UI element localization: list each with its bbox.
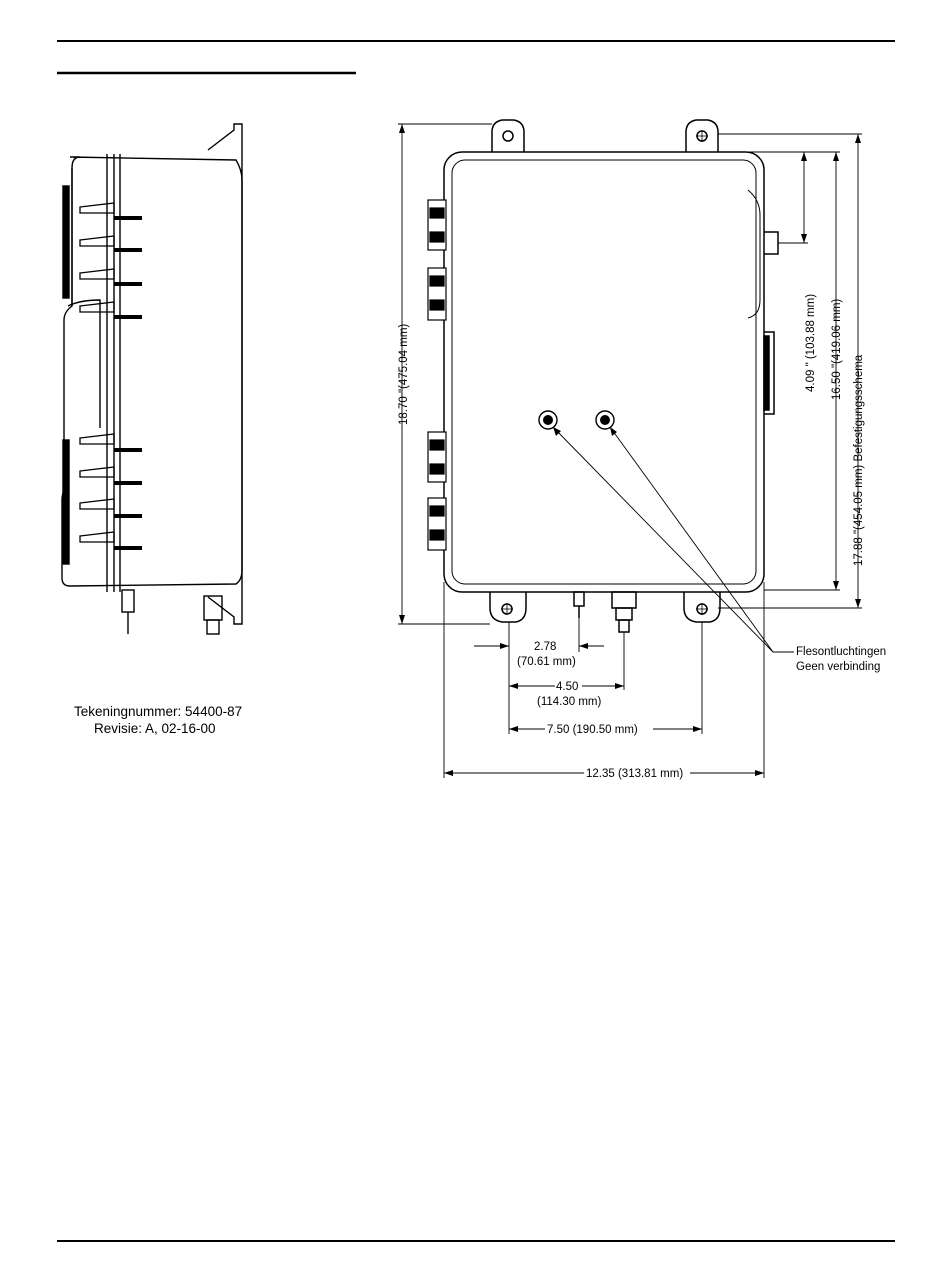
bottom-fitting-small xyxy=(574,592,584,606)
vent-plugs xyxy=(539,411,614,429)
lid-edge-upper xyxy=(748,190,760,318)
callout-line-1: Flesontluchtingen xyxy=(796,646,887,658)
dimension-lines xyxy=(398,124,862,778)
side-fitting-left xyxy=(122,590,134,612)
leader-left-arrow xyxy=(553,427,561,436)
front-clamp xyxy=(428,200,446,250)
right-latch-housing xyxy=(764,232,778,254)
side-gasket-top xyxy=(63,186,69,298)
side-view xyxy=(62,124,242,634)
vent-plug-left-core xyxy=(543,415,553,425)
side-latch xyxy=(80,269,142,284)
dim-fitting-offset-mm: (70.61 mm) xyxy=(517,656,576,668)
vent-plug-right-core xyxy=(600,415,610,425)
drawing-number-label: Tekeningnummer: 54400-87 xyxy=(74,704,243,719)
callout-line-2: Geen verbinding xyxy=(796,661,881,673)
side-flange xyxy=(208,124,242,624)
front-clamp xyxy=(428,498,446,550)
mount-tab-bottom-left xyxy=(490,592,526,622)
revision-label: Revisie: A, 02-16-00 xyxy=(94,721,216,736)
dimension-arrows xyxy=(399,124,861,776)
callout-leaders xyxy=(553,427,794,652)
dim-tab-offset: 4.09 " (103.88 mm) xyxy=(805,293,817,392)
dim-height-total: 18.70 "(475.04 mm) xyxy=(398,323,410,425)
mount-tab-top-left xyxy=(492,120,524,152)
dim-width-total: 12.35 (313.81 mm) xyxy=(586,768,684,780)
front-clamp xyxy=(428,268,446,320)
side-fitting-right-tip xyxy=(207,620,219,634)
leader-right xyxy=(610,427,773,652)
enclosure-inner-outline xyxy=(452,160,756,584)
front-clamp xyxy=(428,432,446,482)
side-latch xyxy=(80,467,142,483)
dim-connector-offset-inches: 4.50 xyxy=(556,681,579,693)
side-latch xyxy=(80,302,142,317)
side-lid-contour xyxy=(68,300,100,428)
leader-left xyxy=(553,427,773,652)
hole-crosshairs xyxy=(501,130,708,615)
bottom-connector-nut xyxy=(616,608,632,620)
dim-fitting-offset-inches: 2.78 xyxy=(534,641,557,653)
right-hinge-bar xyxy=(764,336,769,410)
enclosure-outline xyxy=(444,152,764,592)
side-latches xyxy=(80,203,142,548)
dim-hole-spacing: 7.50 (190.50 mm) xyxy=(547,724,638,736)
side-latch xyxy=(80,532,142,548)
dim-mount-schema: 17.88 "(454.05 mm) Befestigungsschema xyxy=(853,354,865,566)
side-fitting-right xyxy=(204,596,222,620)
side-latch xyxy=(80,499,142,516)
side-latch xyxy=(80,434,142,450)
front-view xyxy=(444,120,778,632)
bottom-connector-tip xyxy=(619,620,629,632)
mount-hole-top-left xyxy=(503,131,513,141)
dim-mount-height: 16.50 "(419.06 mm) xyxy=(831,298,843,400)
side-gasket-bottom xyxy=(63,440,69,564)
side-latch xyxy=(80,203,142,218)
side-body-outline xyxy=(62,157,242,586)
dim-connector-offset-mm: (114.30 mm) xyxy=(537,696,602,708)
bottom-connector xyxy=(612,592,636,608)
side-latch xyxy=(80,236,142,250)
